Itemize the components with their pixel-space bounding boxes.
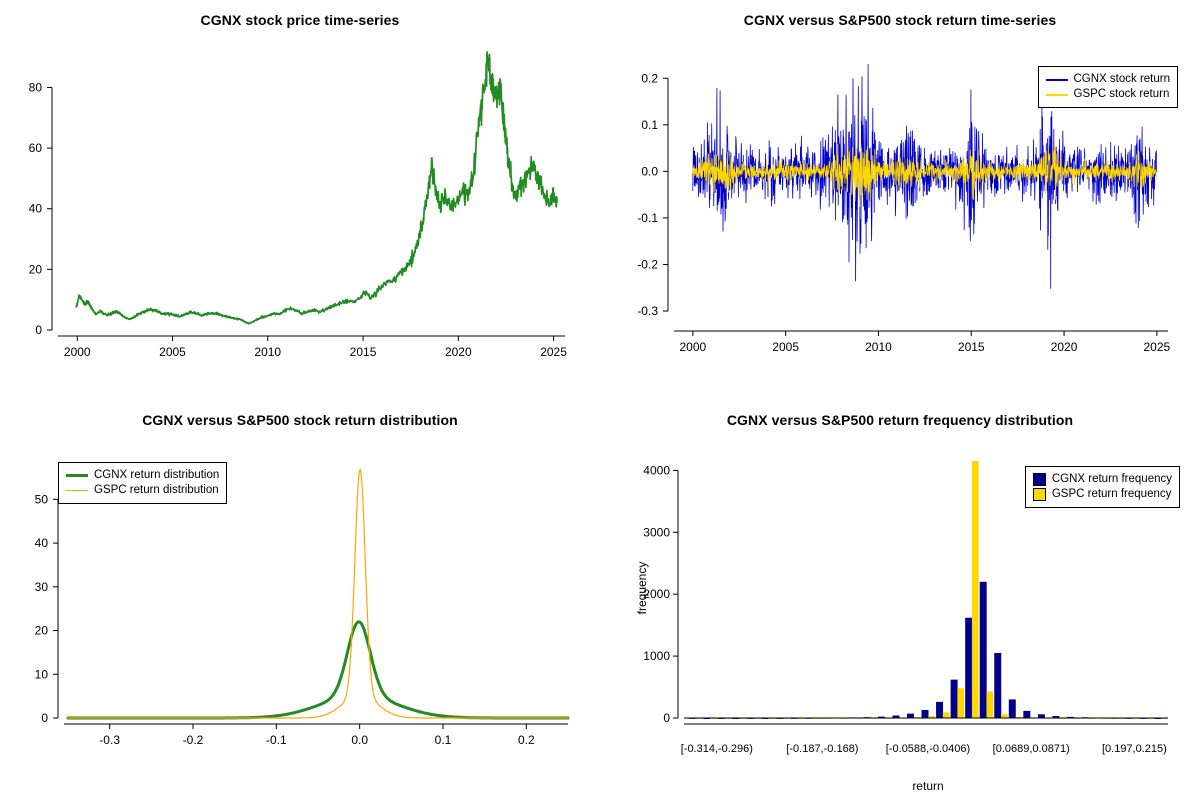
panel-returns (600, 0, 1200, 400)
axis-tick-label: -0.1 (265, 733, 287, 747)
axis-tick-label: 2025 (540, 345, 567, 359)
bar-cgnx (936, 702, 943, 718)
axis-tick-label: 0.0 (351, 733, 369, 747)
axis-tick-label: -0.1 (637, 210, 658, 225)
axis-tick-label: 40 (34, 536, 48, 551)
axis-tick-label: 0 (35, 323, 42, 337)
axis-tick-label: 20 (34, 623, 48, 638)
legend-item (66, 483, 219, 498)
price-plot (0, 0, 600, 400)
axis-tick-label: [-0.314,-0.296) (680, 743, 753, 755)
axis-tick-label: -0.3 (99, 733, 121, 747)
bar-cgnx (994, 653, 1001, 718)
density-legend (58, 462, 227, 504)
legend-item (1046, 72, 1171, 87)
legend-label: CGNX return frequency (1051, 473, 1172, 485)
axis-tick-label: 80 (28, 80, 42, 95)
axis-tick-label: 1000 (643, 649, 670, 664)
bar-gspc (972, 461, 979, 718)
legend-label: GSPC return distribution (94, 484, 219, 496)
axis-tick-label: 0 (663, 711, 670, 725)
returns-plot (600, 0, 1200, 400)
axis-tick-label: [0.197,0.215) (1101, 743, 1167, 755)
bar-gspc (943, 712, 950, 718)
bar-gspc (957, 688, 964, 718)
legend-label: CGNX return distribution (94, 469, 220, 481)
axis-tick-label: -0.3 (637, 304, 658, 319)
axis-tick-label: 0.1 (434, 733, 452, 747)
bar-cgnx (965, 618, 972, 718)
bar-gspc (1001, 714, 1008, 718)
bar-cgnx (907, 714, 914, 718)
axis-tick-label: 2025 (1143, 340, 1171, 354)
axis-tick-label: 20 (28, 262, 42, 277)
axis-tick-label: 2010 (865, 340, 892, 354)
bar-cgnx (922, 710, 929, 718)
bar-cgnx (980, 582, 987, 718)
axis-tick-label: 2020 (444, 345, 472, 359)
axis-tick-label: 3000 (643, 525, 670, 540)
legend-label: GSPC stock return (1073, 88, 1170, 100)
legend-swatch-icon (1033, 473, 1046, 486)
panel-price (0, 0, 600, 400)
legend-line-icon (66, 474, 88, 477)
legend-swatch-icon (1033, 488, 1046, 501)
legend-item (1046, 87, 1171, 102)
bar-cgnx (1009, 699, 1016, 718)
gspc-return-line (693, 140, 1157, 207)
legend-item (66, 468, 219, 483)
bar-gspc (986, 691, 993, 718)
returns-legend (1038, 66, 1179, 108)
panel-price-title: CGNX stock price time-series (200, 12, 400, 28)
axis-tick-label: 40 (28, 201, 42, 216)
axis-tick-label: 2000 (63, 345, 91, 359)
axis-tick-label: [0.0689,0.0871) (992, 743, 1070, 755)
axis-tick-label: 2020 (1050, 340, 1078, 354)
legend-item (1033, 472, 1172, 487)
axis-tick-label: 4000 (643, 463, 670, 478)
axis-tick-label: [-0.187,-0.168) (786, 743, 859, 755)
legend-item (1033, 487, 1172, 502)
panel-histogram-title: CGNX versus S&P500 return frequency distribution (726, 412, 1074, 428)
histogram-plot (600, 400, 1200, 800)
density-plot (0, 400, 600, 800)
legend-label: CGNX stock return (1073, 73, 1170, 85)
bar-cgnx (1038, 714, 1045, 718)
axis-tick-label: 2005 (159, 345, 186, 359)
axis-tick-label: 2000 (679, 340, 707, 354)
axis-tick-label: 2005 (772, 340, 800, 354)
gspc-density-line (68, 469, 568, 718)
axis-tick-label: -0.2 (637, 257, 658, 272)
legend-line-icon (66, 490, 88, 491)
axis-tick-label: 0.0 (641, 164, 658, 179)
axis-tick-label: 0.2 (641, 71, 658, 86)
axis-tick-label: 30 (34, 579, 48, 594)
panel-histogram (600, 400, 1200, 800)
axis-tick-label: 0 (41, 711, 48, 725)
bar-cgnx (951, 680, 958, 718)
axis-tick-label: -0.2 (182, 733, 204, 747)
y-axis-label: frequency (635, 561, 649, 615)
panel-density-title: CGNX versus S&P500 stock return distribution (142, 412, 458, 428)
axis-tick-label: 2015 (349, 345, 377, 359)
cgnx-density-line (68, 622, 568, 718)
panel-density (0, 400, 600, 800)
legend-line-icon (1046, 94, 1068, 96)
price-line (76, 52, 557, 324)
legend-label: GSPC return frequency (1051, 488, 1172, 500)
axis-tick-label: [-0.0588,-0.0406) (885, 743, 971, 755)
axis-tick-label: 50 (34, 492, 48, 507)
axis-tick-label: 60 (28, 141, 42, 156)
axis-tick-label: 0.2 (517, 733, 535, 747)
axis-tick-label: 2015 (957, 340, 985, 354)
axis-tick-label: 2010 (254, 345, 282, 359)
bar-cgnx (1023, 711, 1030, 718)
legend-line-icon (1046, 79, 1068, 81)
x-axis-label: return (912, 779, 944, 793)
axis-tick-label: 2000 (643, 587, 670, 602)
axis-tick-label: 10 (34, 667, 48, 682)
panel-returns-title: CGNX versus S&P500 stock return time-series (743, 12, 1057, 28)
histogram-legend (1025, 466, 1180, 508)
axis-tick-label: 0.1 (641, 117, 658, 132)
